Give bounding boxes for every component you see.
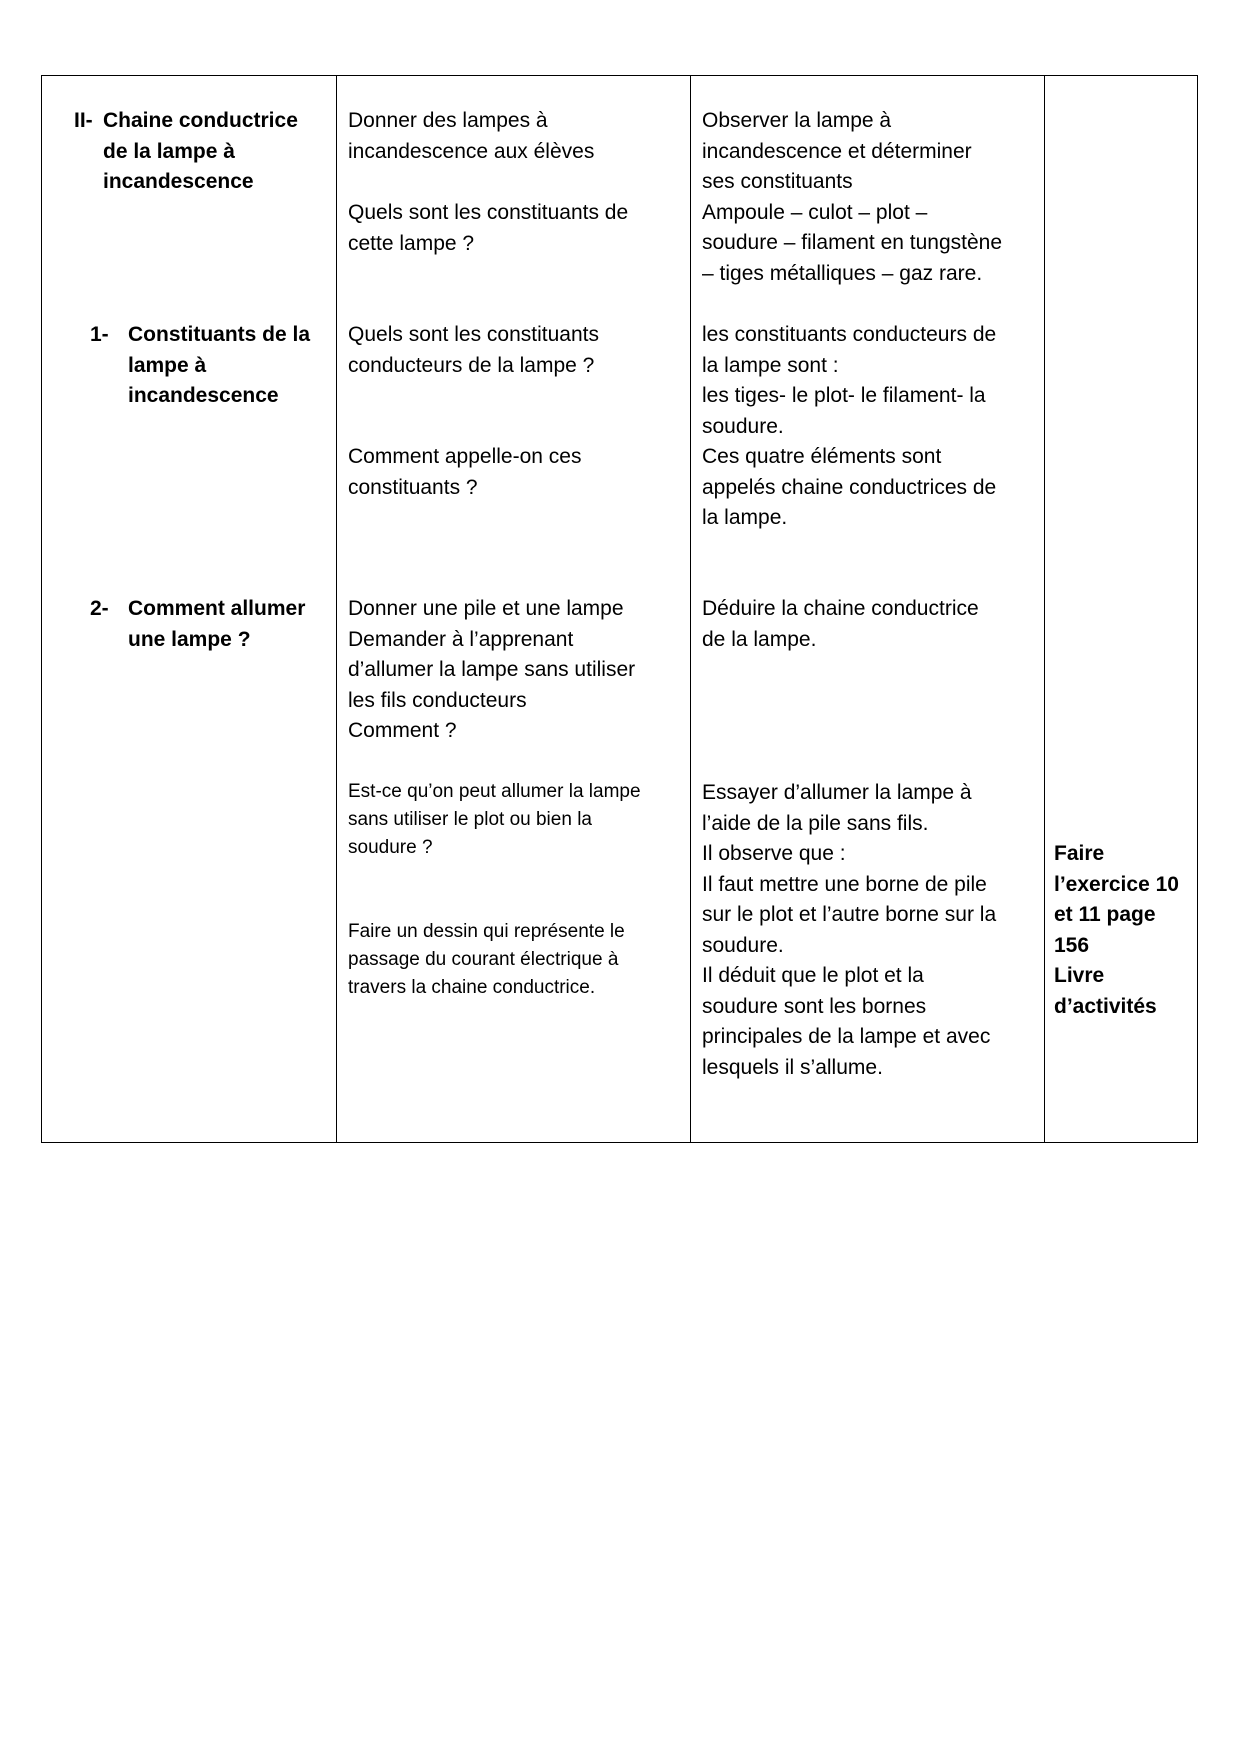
teacher-paragraph-6: Est-ce qu’on peut allumer la lampe sans utiliser le plot ou bien la soudure ? [348, 781, 641, 858]
teacher-paragraph-1: Donner des lampes à incandescence aux élèves [348, 109, 595, 163]
item-number-1: 1- [90, 323, 109, 346]
teacher-paragraph-5: Donner une pile et une lampe Demander à l’apprenant d’allumer la lampe sans utiliser les fils conducteurs Comment ? [348, 597, 636, 742]
teacher-paragraph-3: Quels sont les constituants conducteurs de la lampe ? [348, 323, 599, 377]
learner-paragraph-1: Observer la lampe à incandescence et déterminer ses constituants Ampoule – culot – plot – soudure – filament en tungstène – tiges métalliques – gaz rare. [702, 109, 1003, 285]
section-number: II- [74, 109, 93, 132]
section-title: Chaine conductrice de la lampe à incandescence [103, 109, 298, 193]
learner-activity-column [690, 76, 1044, 1142]
learner-paragraph-2: les constituants conducteurs de la lampe sont : les tiges- le plot- le filament- la soudure. Ces quatre éléments sont appelés chaine conductrices de la lampe. [702, 323, 997, 529]
content-column [42, 76, 336, 1142]
evaluation-text: Faire l’exercice 10 et 11 page 156 Livre d’activités [1054, 842, 1179, 1018]
item-number-2: 2- [90, 597, 109, 620]
evaluation-column [1044, 76, 1199, 1142]
lesson-table [41, 75, 1198, 1143]
item-title-2: Comment allumer une lampe ? [128, 597, 306, 651]
learner-paragraph-3: Déduire la chaine conductrice de la lampe. [702, 597, 979, 651]
teacher-paragraph-2: Quels sont les constituants de cette lampe ? [348, 201, 629, 255]
teacher-paragraph-4: Comment appelle-on ces constituants ? [348, 445, 582, 499]
learner-paragraph-4: Essayer d’allumer la lampe à l’aide de la pile sans fils. Il observe que : Il faut mettre une borne de pile sur le plot et l’autre borne sur la soudure. Il déduit que le plot et la soudure sont les bornes principales de la lampe et avec lesquels il s’allume. [702, 781, 997, 1079]
teacher-activity-column [336, 76, 690, 1142]
item-title-1: Constituants de la lampe à incandescence [128, 323, 311, 407]
teacher-paragraph-7: Faire un dessin qui représente le passage du courant électrique à travers la chaine conductrice. [348, 921, 625, 998]
